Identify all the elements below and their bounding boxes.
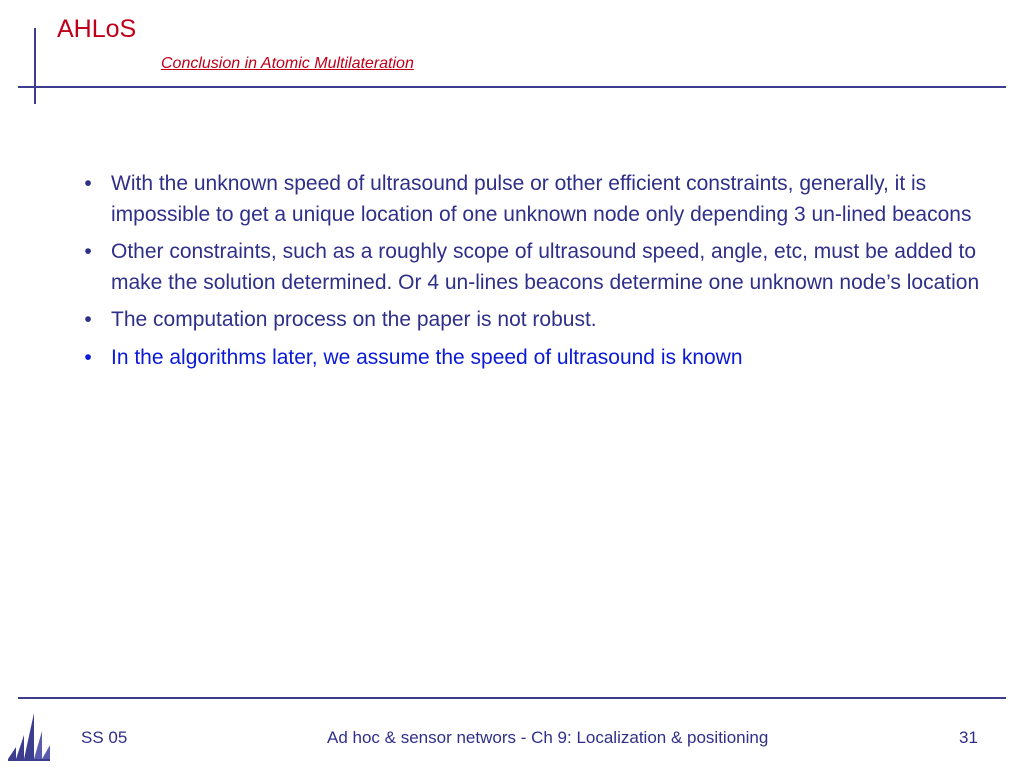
footer-course-title: Ad hoc & sensor networs - Ch 9: Localization & positioning — [327, 728, 769, 747]
bullet-text: Other constraints, such as a roughly scope of ultrasound speed, angle, etc, must be added to make the solution determined. Or 4 un-lines beacons determine one unknown node’s location — [111, 240, 980, 294]
bullet-text: With the unknown speed of ultrasound pulse or other efficient constraints, generally, it is impossible to get a unique location of one unknown node only depending 3 un-lined beacons — [111, 172, 972, 226]
footer-term: SS 05 — [81, 728, 128, 747]
university-logo-icon — [6, 707, 52, 763]
bullet-icon: • — [84, 308, 92, 331]
bullet-icon: • — [84, 345, 92, 369]
bullet-text: In the algorithms later, we assume the speed of ultrasound is known — [111, 345, 743, 369]
bullet-item — [80, 237, 990, 298]
slide-subtitle: Conclusion in Atomic Multilateration — [161, 55, 414, 72]
header-vertical-rule — [34, 28, 36, 104]
bullet-list — [80, 169, 990, 380]
bullet-text: The computation process on the paper is not robust. — [111, 308, 597, 331]
bullet-item-highlighted — [80, 343, 990, 374]
header-horizontal-rule — [18, 86, 1006, 88]
page-number: 31 — [959, 728, 978, 747]
footer-horizontal-rule — [18, 697, 1006, 699]
bullet-icon: • — [84, 240, 92, 263]
bullet-item — [80, 169, 990, 230]
slide-title: AHLoS — [57, 15, 137, 43]
bullet-item — [80, 305, 990, 336]
bullet-icon: • — [84, 172, 92, 195]
